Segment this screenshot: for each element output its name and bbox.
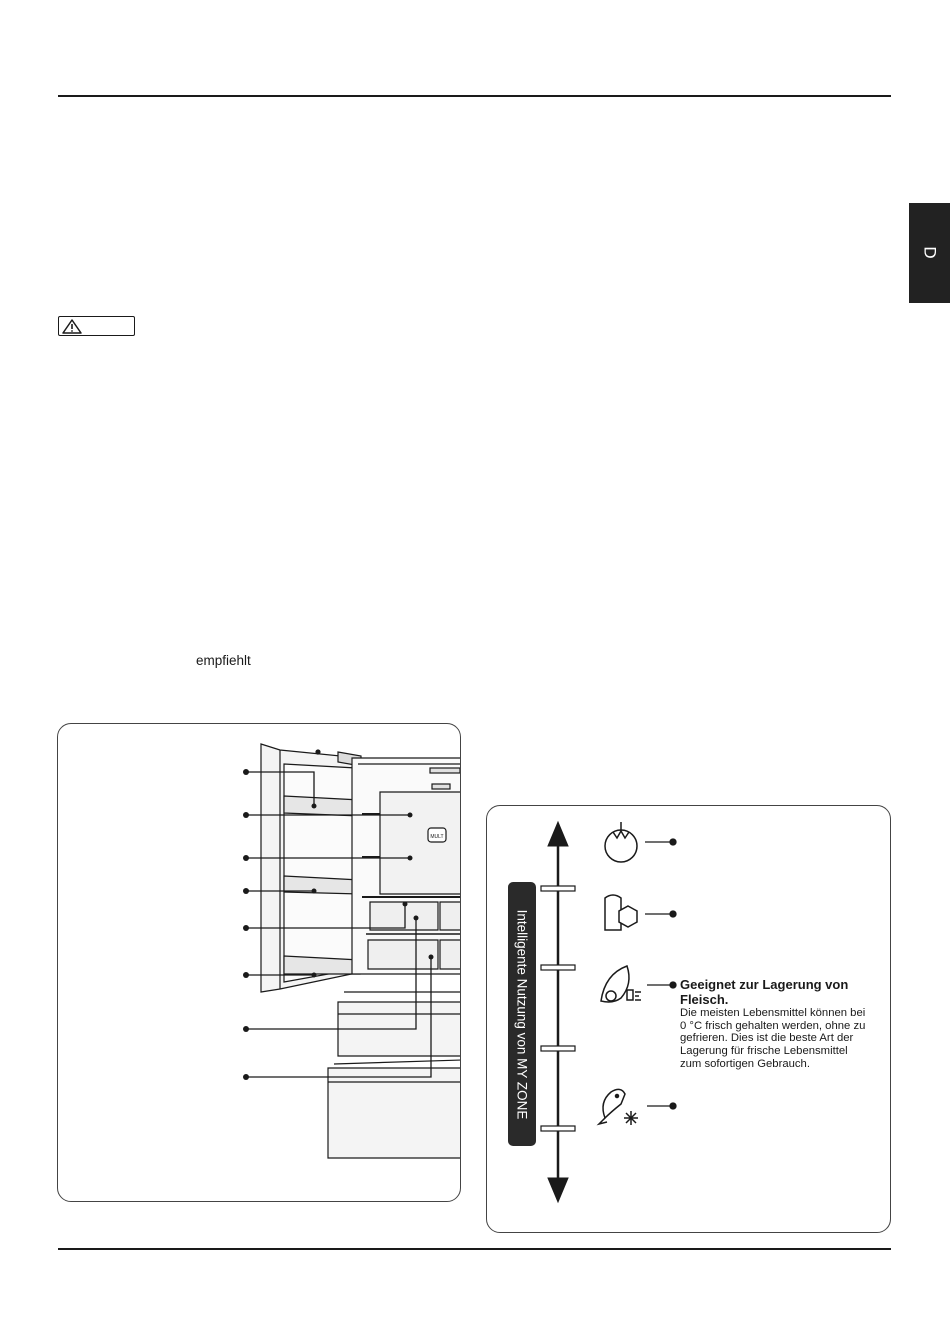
language-tab-label: D: [920, 246, 940, 260]
meat-storage-description: Die meisten Lebensmittel können bei 0 °C frisch gehalten werden, ohne zu gefrieren. Dies ist die beste Art der Lagerung für frische Lebensmittel zum sofortigen Gebrauch.: [680, 1007, 866, 1070]
warning-icon: [62, 319, 82, 334]
door-bin-top-shape: [284, 796, 360, 816]
axis-tick-3: [541, 1046, 575, 1051]
meat-storage-title: Geeignet zur Lagerung von Fleisch.: [680, 977, 849, 1007]
meat-icon: [601, 966, 641, 1002]
fridge-illustration: [58, 724, 461, 1202]
recommends-text: empfiehlt: [196, 653, 251, 668]
dairy-icon: [605, 895, 637, 930]
my-zone-axis-label-text: Intelligente Nutzung von MY ZONE: [514, 909, 530, 1119]
warning-badge: [58, 316, 135, 336]
my-zone-panel: [486, 805, 891, 1233]
axis-tick-4: [541, 1126, 575, 1131]
back-panel: [380, 792, 461, 894]
footer-rule: [58, 1248, 891, 1250]
fish-icon: [599, 1089, 638, 1125]
vegetable-icon: [605, 822, 637, 862]
axis-tick-2: [541, 965, 575, 970]
header-rule: [58, 95, 891, 97]
lower-drawer-left: [368, 940, 438, 969]
language-tab: [909, 203, 950, 303]
axis-tick-1: [541, 886, 575, 891]
multi-badge-label: MULT: [430, 834, 444, 840]
crisper-right: [440, 902, 461, 930]
axis-arrow-down: [548, 1178, 568, 1202]
fridge-figure-panel: [57, 723, 461, 1202]
axis-arrow-up: [548, 822, 568, 846]
my-zone-axis-label: [508, 882, 536, 1146]
